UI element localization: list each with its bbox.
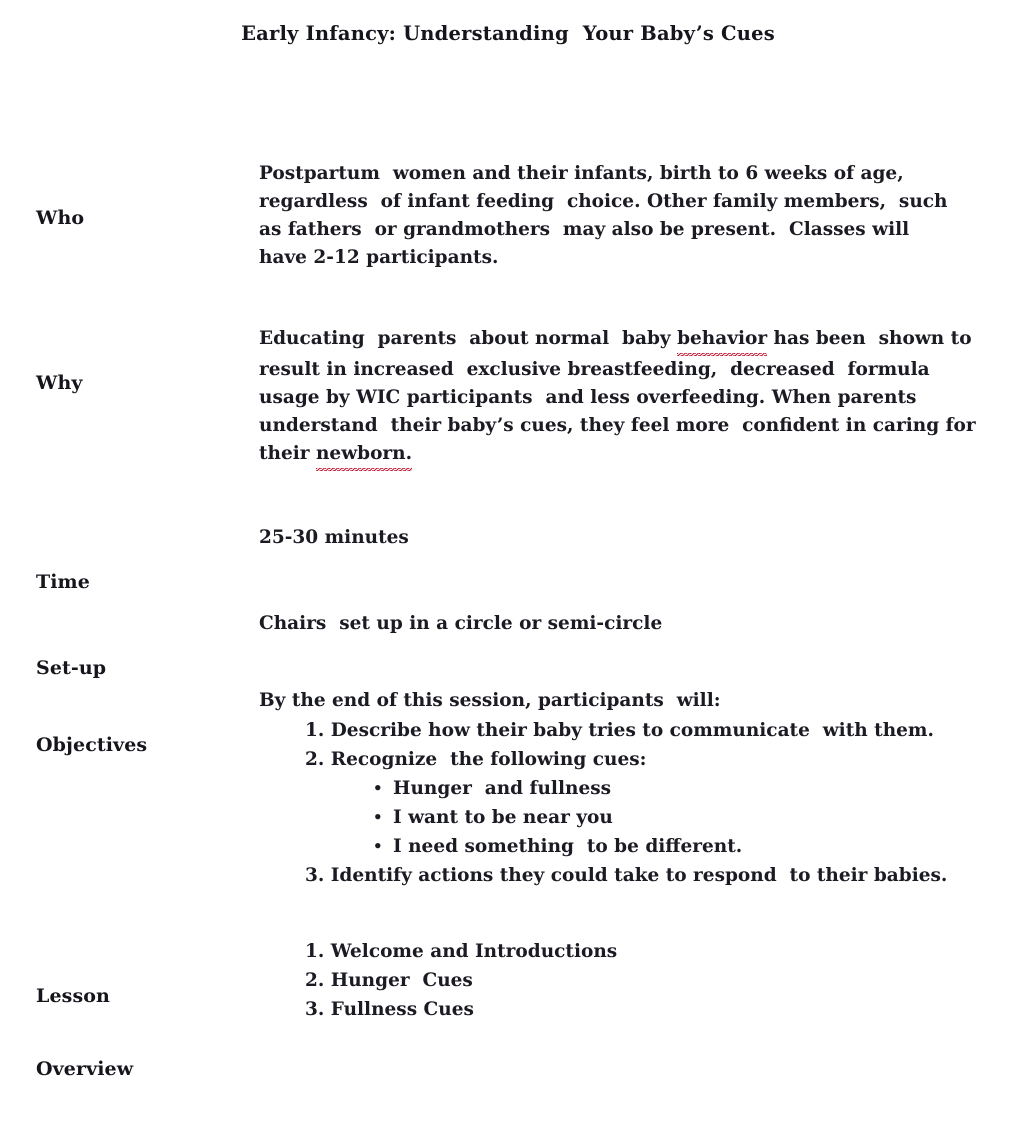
list-item: 2. Recognize the following cues: xyxy=(305,749,647,770)
section-label-who-text: Who xyxy=(36,207,85,229)
list-item-label: I want to be near you xyxy=(393,807,613,828)
section-label-lesson-overview-line1: Lesson xyxy=(36,985,110,1007)
page-title: Early Infancy: Understanding Your Baby’s Cues xyxy=(241,22,775,45)
text-run: their xyxy=(259,443,316,464)
paragraph-line: as fathers or grandmothers may also be present. Classes will xyxy=(259,219,910,240)
section-label-setup-text: Set-up xyxy=(36,657,107,679)
paragraph-line: have 2-12 participants. xyxy=(259,247,499,268)
paragraph-line: usage by WIC participants and less overfeeding. When parents xyxy=(259,387,917,408)
lesson-overview-list xyxy=(305,937,965,1024)
paragraph-line: understand their baby’s cues, they feel more confident in caring for xyxy=(259,415,976,436)
section-label-time-text: Time xyxy=(36,571,90,593)
section-body-time xyxy=(259,524,959,552)
list-item-label: Hunger and fullness xyxy=(393,778,612,799)
list-item xyxy=(373,774,933,803)
section-label-why xyxy=(36,325,246,442)
objectives-numbered-list-top xyxy=(305,716,965,774)
section-label-objectives xyxy=(36,687,246,804)
bullet-icon: • xyxy=(373,808,383,826)
section-body-objectives xyxy=(259,687,959,715)
section-label-lesson-overview xyxy=(36,938,246,1128)
objectives-lead-in: By the end of this session, participants will: xyxy=(259,690,721,711)
paragraph-line: result in increased exclusive breastfeeding, decreased formula xyxy=(259,359,930,380)
list-item: 1. Describe how their baby tries to communicate with them. xyxy=(305,720,934,741)
list-item xyxy=(373,803,933,832)
objectives-bullet-list xyxy=(373,774,933,861)
bullet-icon: • xyxy=(373,837,383,855)
list-item: 2. Hunger Cues xyxy=(305,970,473,991)
setup-value: Chairs set up in a circle or semi-circle xyxy=(259,613,663,634)
time-value: 25-30 minutes xyxy=(259,527,409,548)
paragraph-line xyxy=(259,440,959,471)
paragraph-line: Postpartum women and their infants, birth to 6 weeks of age, xyxy=(259,163,904,184)
misspelled-word-newborn: newborn. xyxy=(316,440,412,471)
paragraph-line: regardless of infant feeding choice. Other family members, such xyxy=(259,191,948,212)
misspelled-word-behavior: behavior xyxy=(677,325,767,356)
section-body-setup xyxy=(259,610,959,638)
section-body-who xyxy=(259,160,959,272)
section-label-why-text: Why xyxy=(36,372,83,394)
list-item: 3. Identify actions they could take to respond to their babies. xyxy=(305,865,948,886)
text-run: has been shown to xyxy=(767,328,972,349)
list-item: 1. Welcome and Introductions xyxy=(305,941,618,962)
objectives-numbered-list-bottom xyxy=(305,861,965,890)
section-label-objectives-text: Objectives xyxy=(36,734,148,756)
bullet-icon: • xyxy=(373,779,383,797)
section-body-why xyxy=(259,325,976,471)
list-item: 3. Fullness Cues xyxy=(305,999,474,1020)
list-item-label: I need something to be different. xyxy=(393,836,743,857)
text-run: Educating parents about normal baby xyxy=(259,328,678,349)
section-label-lesson-overview-line2: Overview xyxy=(36,1058,134,1080)
list-item xyxy=(373,832,933,861)
paragraph-line xyxy=(259,325,972,356)
section-label-who xyxy=(36,160,246,277)
